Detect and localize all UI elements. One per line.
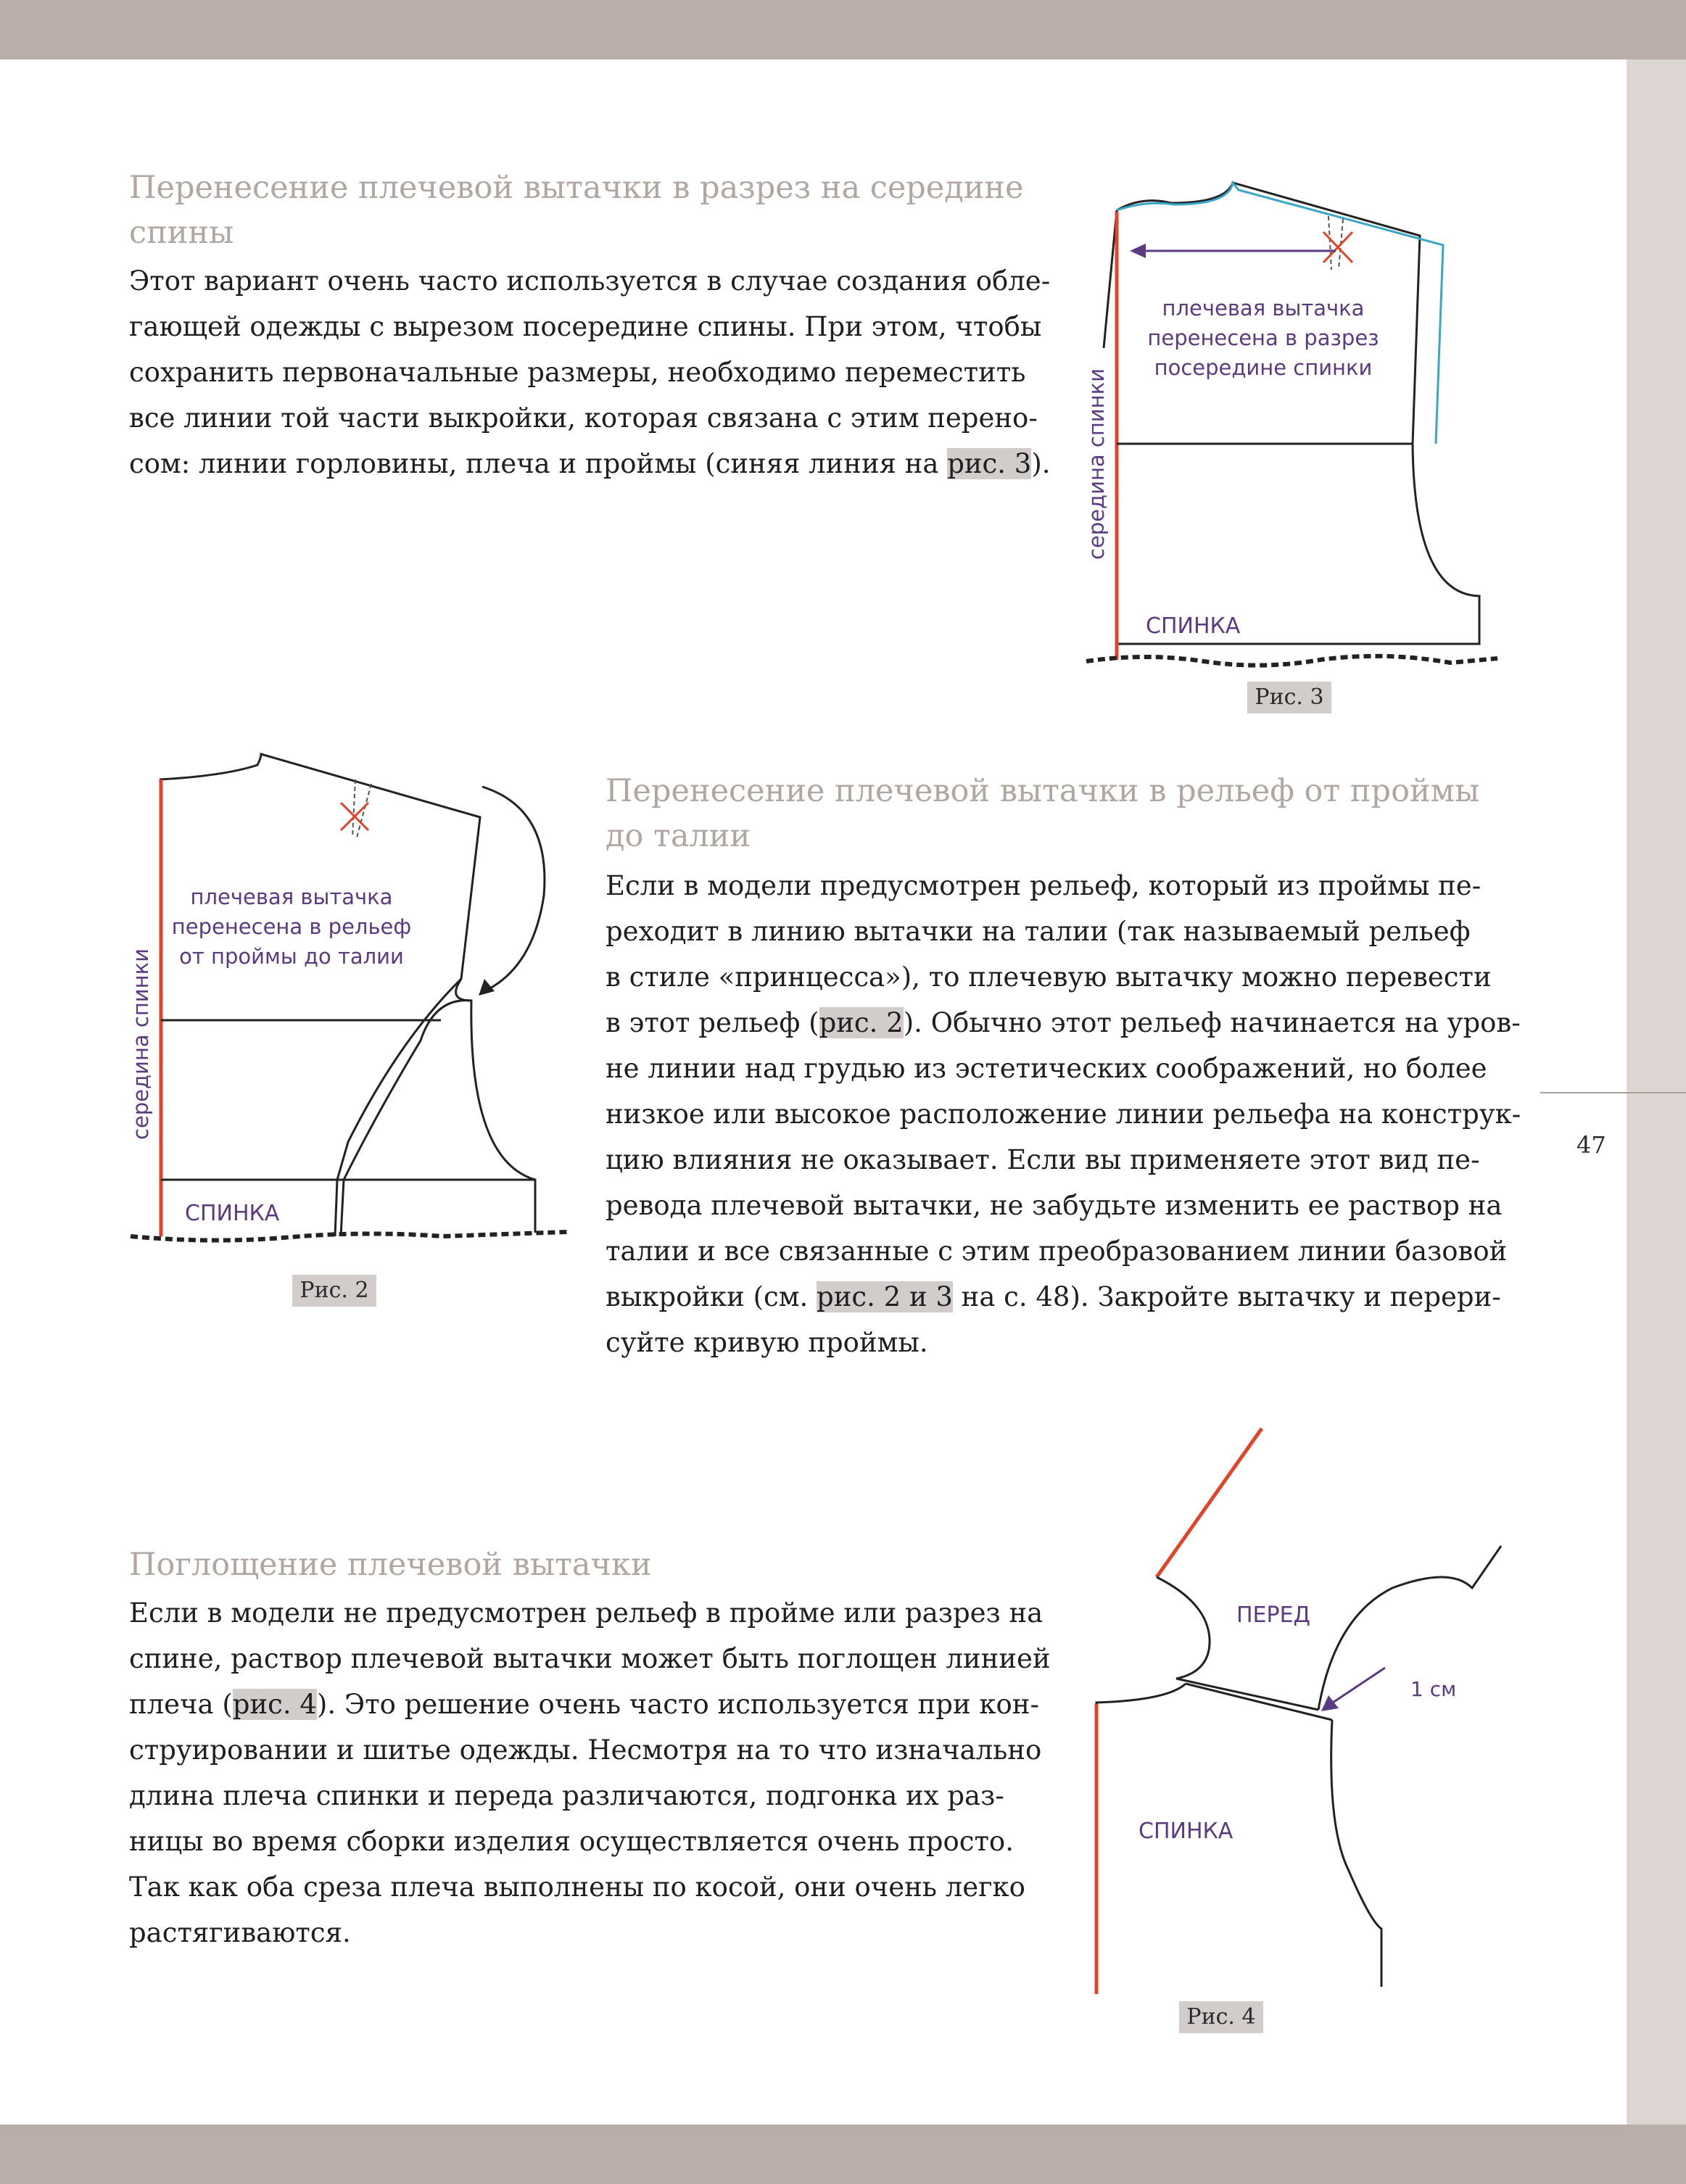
center-front-red-line [1157,1428,1262,1577]
section-1-line: гающей одежды с вырезом посередине спины. При этом, чтобы [129,311,1042,342]
hem-dashed-line [1086,656,1497,666]
figure-4-drawing [1080,1421,1530,2001]
section-3-line: длина плеча спинки и переда различаются, подгонка их раз- [129,1780,1004,1811]
section-1-heading-line: спины [129,215,234,251]
text-fragment: ). Это решение очень часто используется при кон- [316,1689,1039,1720]
figure-3-drawing [1073,174,1508,725]
section-3-line: спине, раствор плечевой вытачки может быть поглощен линией [129,1643,1051,1674]
text-fragment: в этот рельеф ( [606,1007,819,1038]
section-3-line [129,1682,1051,1727]
text-fragment: сом: линии горловины, плеча и проймы (синяя линия на [129,448,948,479]
measure-label: 1 см [1410,1677,1457,1701]
text-fragment: плеча ( [129,1689,233,1720]
figure-2-note-line: перенесена в рельеф [171,914,412,939]
section-1-body [129,258,1051,487]
center-back-label: середина спинки [1084,368,1109,560]
piece-label-back: СПИНКА [1146,613,1241,639]
back-armhole [1331,1720,1381,1987]
figure-2-note-line: от проймы до талии [179,944,404,969]
figure-3-note-line: плечевая вытачка [1162,296,1365,320]
figure-2-caption: Рис. 2 [292,1275,376,1307]
original-center-line [1104,210,1117,348]
figure-2 [123,736,580,1258]
section-2-heading-line: Перенесение плечевой вытачки в рельеф от проймы [606,773,1480,809]
section-3-line: ницы во время сборки изделия осуществляется очень просто. [129,1826,1014,1857]
figure-3 [1073,174,1508,725]
figure-2-note-line: плечевая вытачка [190,885,393,909]
section-2-line: низкое или высокое расположение линии рельефа на конструк- [606,1099,1521,1130]
figure-3-reference[interactable]: рис. 3 [947,448,1032,479]
back-piece-outline [160,754,535,1233]
hem-dashed-line [131,1232,567,1241]
section-3-body [129,1590,1051,1956]
section-2-line: в стиле «принцесса»), то плечевую вытачку можно перевести [606,961,1492,993]
princess-seam-front [335,979,461,1236]
figure-4-reference[interactable]: рис. 4 [232,1689,317,1720]
figure-3-note-line: перенесена в разрез [1147,326,1379,350]
transfer-arrowhead [1130,244,1146,258]
section-1-heading [129,165,1024,255]
section-2-body [606,863,1521,1365]
text-fragment: на с. 48). Закройте вытачку и перери- [952,1281,1501,1312]
section-2-line: Если в модели предусмотрен рельеф, который из проймы пе- [606,870,1482,901]
figure-3-caption: Рис. 3 [1247,682,1331,713]
section-1-heading-line: Перенесение плечевой вытачки в разрез на середине [129,170,1024,206]
section-3-line: Если в модели не предусмотрен рельеф в пройме или разрез на [129,1597,1044,1629]
center-back-label: середина спинки [128,948,153,1140]
front-shoulder [1176,1679,1318,1710]
front-armhole [1318,1546,1501,1710]
section-2-line: суйте кривую проймы. [606,1327,928,1358]
section-2-line: талии и все связанные с этим преобразованием линии базовой [606,1236,1508,1267]
figure-4 [1080,1421,1530,2001]
front-neckline [1157,1577,1210,1679]
figure-2-reference[interactable]: рис. 2 [819,1007,904,1038]
section-3-line: Так как оба среза плеча выполнены по косой, они очень легко [129,1871,1025,1903]
figure-2-drawing [123,736,580,1258]
dart-cross-icon [1323,232,1352,262]
margin-rule [1540,1092,1686,1093]
section-1-line: сохранить первоначальные размеры, необходимо переместить [129,357,1026,388]
dart-cross-icon [341,803,368,830]
section-2-line: реходит в линию вытачки на талии (так называемый рельеф [606,916,1471,947]
front-piece-label: ПЕРЕД [1236,1602,1310,1628]
section-2-line [606,1000,1521,1046]
text-fragment: ). Обычно этот рельеф начинается на уров- [903,1007,1521,1038]
back-shoulder-line [1186,1684,1332,1720]
bottom-band [0,2125,1686,2184]
section-2-line: не линии над грудью из эстетических соображений, но более [606,1053,1487,1084]
section-2-line: цию влияния не оказывает. Если вы применяете этот вид пе- [606,1144,1480,1175]
section-3-heading: Поглощение плечевой вытачки [129,1547,652,1583]
figure-2-3-reference[interactable]: рис. 2 и 3 [817,1281,953,1312]
piece-label-back: СПИНКА [185,1201,280,1226]
measure-arrow [1328,1668,1385,1705]
section-1-line: Этот вариант очень часто используется в случае создания обле- [129,265,1051,297]
dart-direction-curve [482,787,545,991]
text-fragment: выкройки (см. [606,1281,817,1312]
section-2-heading [606,769,1479,859]
section-2-line [606,1274,1521,1320]
section-1-line [129,441,1051,487]
section-3-line: растягиваются. [129,1917,351,1948]
text-fragment: ). [1031,448,1051,479]
section-3-line: струировании и шитье одежды. Несмотря на то что изначально [129,1734,1042,1766]
page-number: 47 [1577,1131,1606,1159]
measure-arrowhead [1321,1695,1339,1711]
figure-4-caption: Рис. 4 [1179,2001,1263,2033]
back-piece-label: СПИНКА [1139,1819,1233,1844]
figure-3-note-line: посередине спинки [1154,355,1373,380]
section-1-line: все линии той части выкройки, которая связана с этим перено- [129,402,1038,434]
section-2-line: ревода плечевой вытачки, не забудьте изменить ее раствор на [606,1190,1503,1221]
section-2-heading-line: до талии [606,818,751,854]
top-band [0,0,1686,59]
